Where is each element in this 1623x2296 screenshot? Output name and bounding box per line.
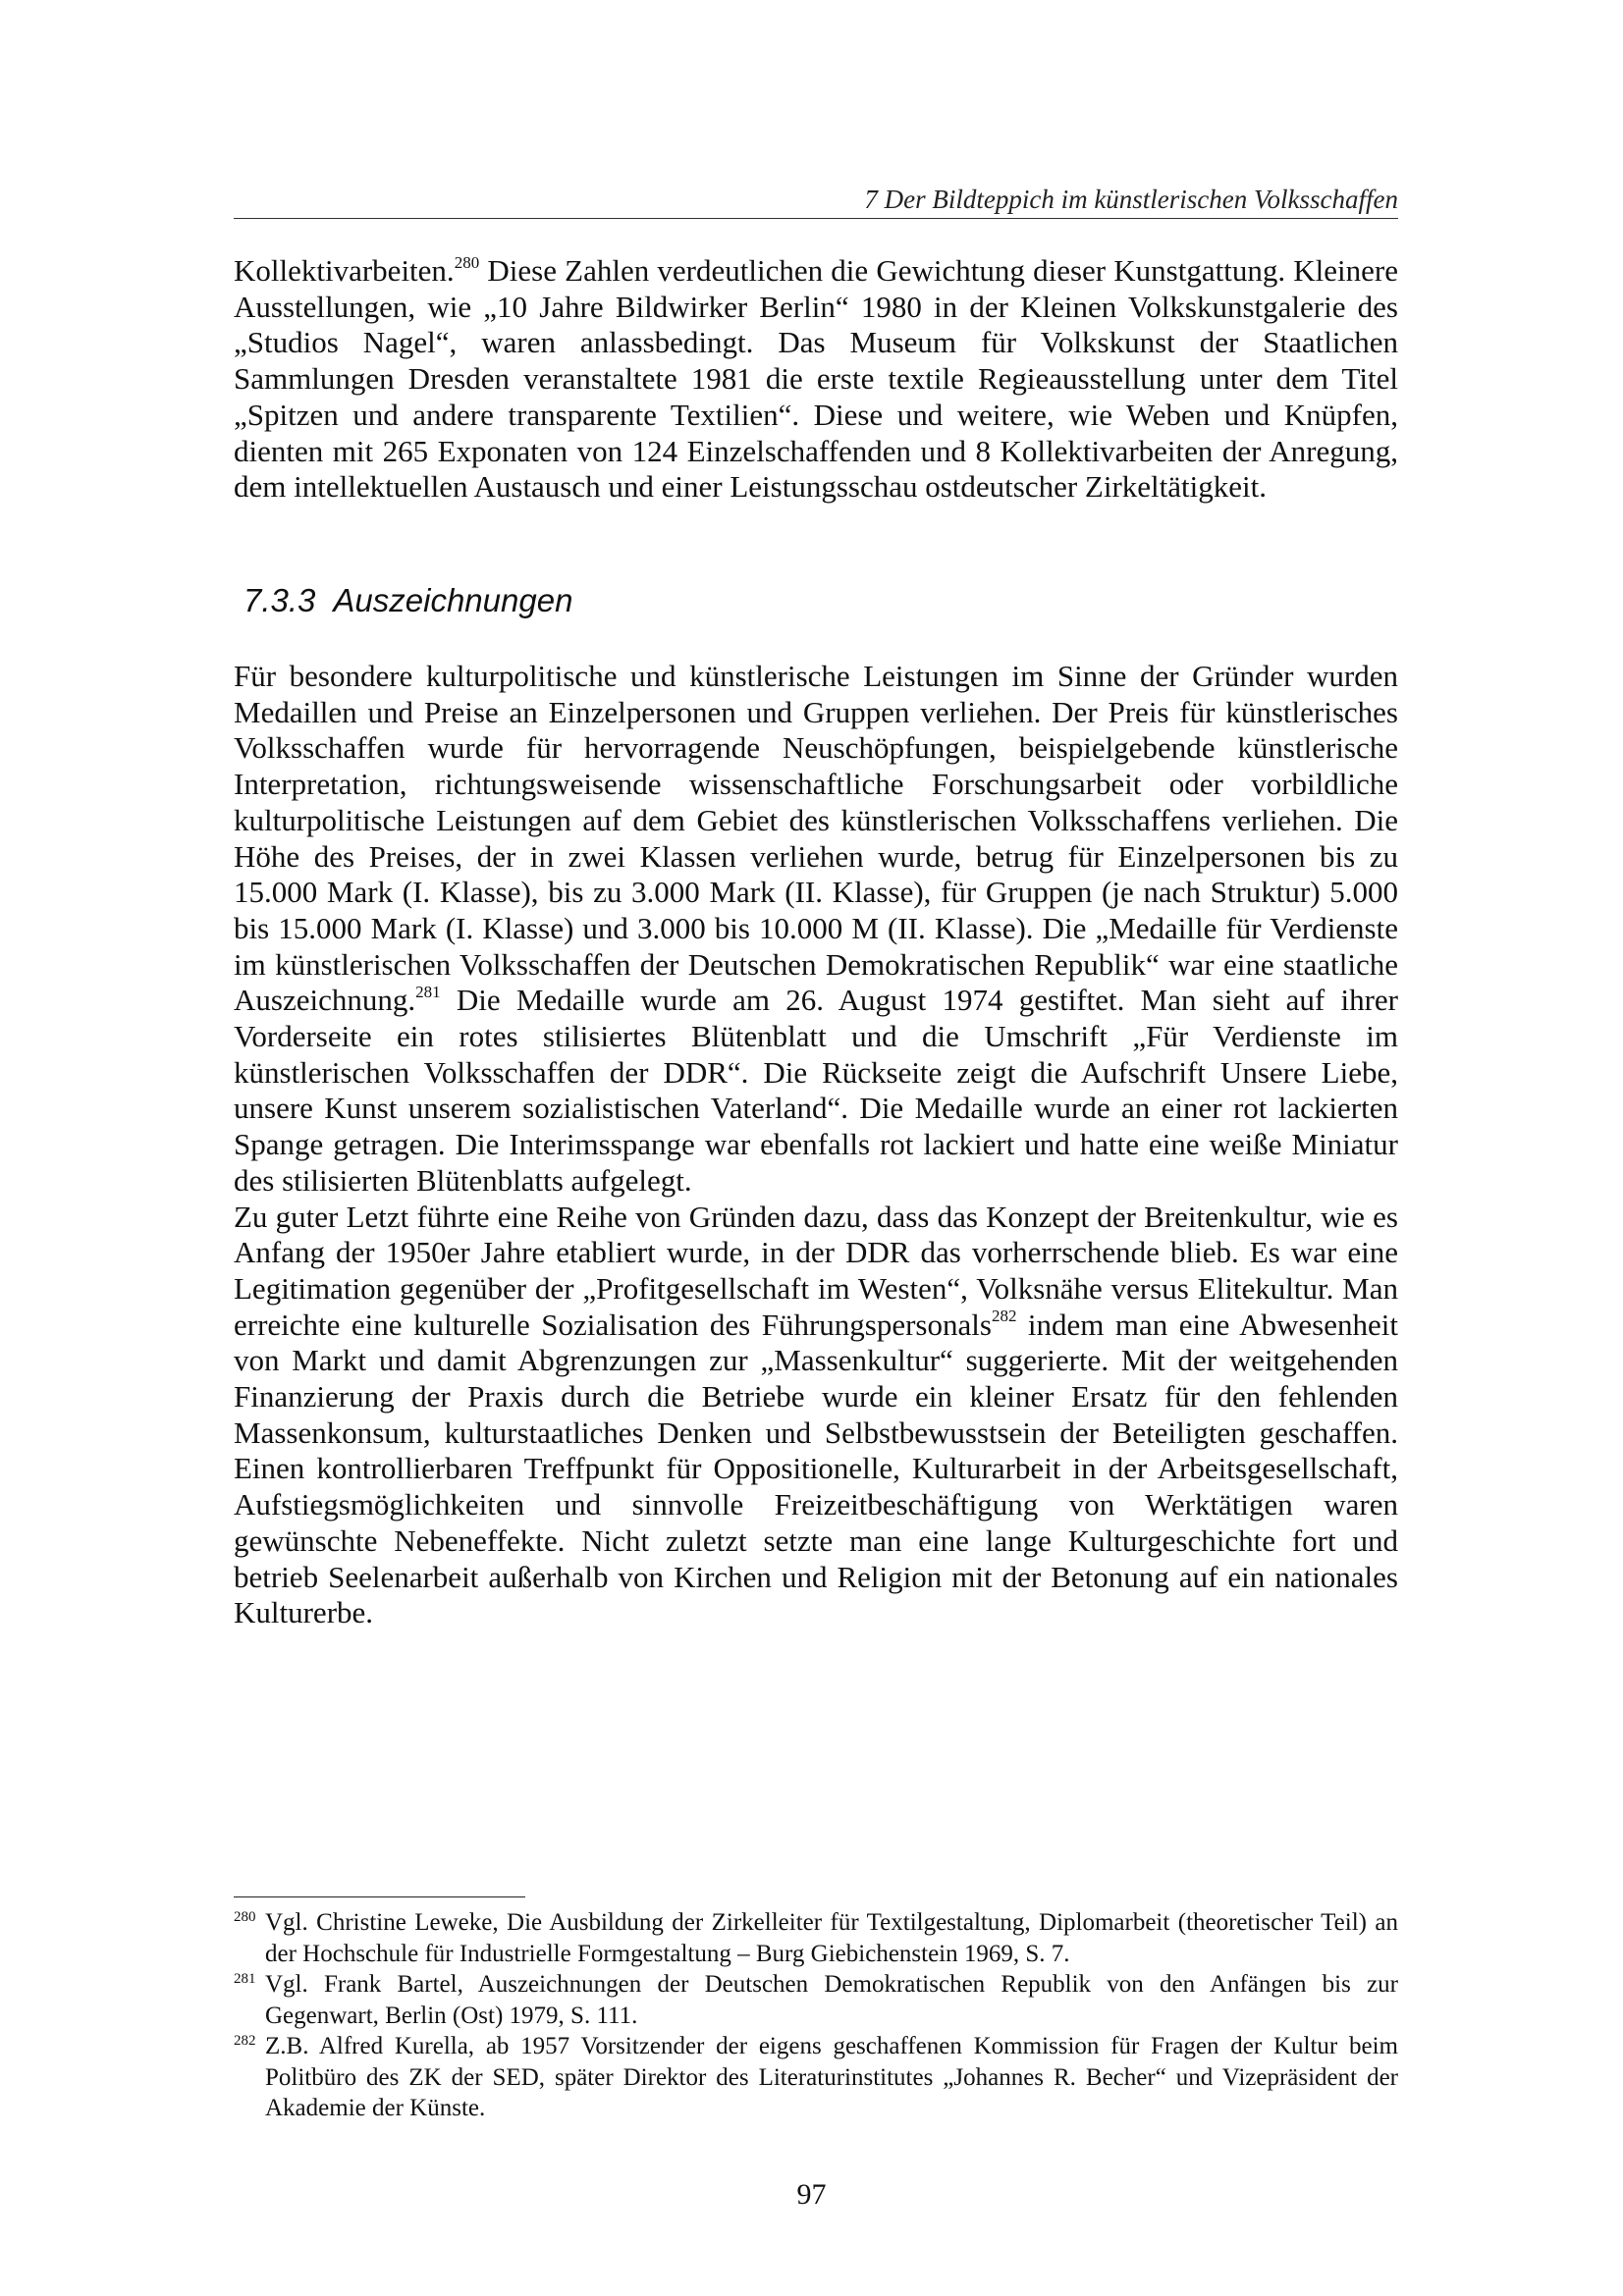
footnote-280 [234, 1907, 1398, 1969]
paragraph-text: Die Medaille wurde am 26. August 1974 gestiftet. Man sieht auf ihrer Vorderseite ein rotes stilisiertes Blütenblatt und die Umschrift „Für Verdienste im künstlerischen Volksschaffen der DDR“. Die Rückseite zeigt die Aufschrift Unsere Liebe, unsere Kunst unserem sozialistischen Vaterland“. Die Medaille wurde an einer rot lackierten Spange getragen. Die Interimsspange war ebenfalls rot lackiert und hatte eine weiße Miniatur des stilisierten Blütenblatts aufgelegt. [234, 983, 1398, 1198]
section-heading [243, 581, 572, 620]
footnote-281 [234, 1969, 1398, 2031]
footnote-ref-280[interactable]: 280 [454, 252, 480, 272]
footnotes [234, 1907, 1398, 2124]
paragraph-text: Zu guter Letzt führte eine Reihe von Gründen dazu, dass das Konzept der Breitenkultur, wie es Anfang der 1950er Jahre etabliert wurde, in der DDR das vorherrschende blieb. Es war eine Legitimation gegenüber der „Profitgesellschaft im Westen“, Volksnähe versus Elitekultur. Man erreichte eine kulturelle Sozialisation des Führungspersonals [234, 1199, 1398, 1342]
footnote-separator [234, 1896, 525, 1897]
footnote-282 [234, 2031, 1398, 2124]
footnote-number: 280 [234, 1909, 256, 1925]
paragraph-text: Diese Zahlen verdeutlichen die Gewichtung dieser Kunstgattung. Kleinere Ausstellungen, wie „10 Jahre Bildwirker Berlin“ 1980 in der Kleinen Volkskunstgalerie des „Studios Nagel“, waren anlassbedingt. Das Museum für Volkskunst der Staatlichen Sammlungen Dresden veranstaltete 1981 die erste textile Regieausstellung unter dem Titel „Spitzen und andere transparente Textilien“. Diese und weitere, wie Weben und Knüpfen, dienten mit 265 Exponaten von 124 Einzelschaffenden und 8 Kollektivarbeiten der Anregung, dem intellektuellen Austausch und einer Leistungsschau ostdeutscher Zirkeltätigkeit. [234, 253, 1398, 505]
running-header: 7 Der Bildteppich im künstlerischen Volksschaffen [864, 185, 1398, 214]
page-number: 97 [796, 2178, 827, 2211]
body-paragraph-2 [234, 659, 1398, 1200]
footnote-text: Vgl. Frank Bartel, Auszeichnungen der Deutschen Demokratischen Republik von den Anfängen bis zur Gegenwart, Berlin (Ost) 1979, S. 111. [265, 1971, 1398, 2029]
paragraph-text: Kollektivarbeiten. [234, 253, 455, 288]
footnote-number: 282 [234, 2033, 256, 2049]
footnote-text: Z.B. Alfred Kurella, ab 1957 Vorsitzender der eigens geschaffenen Kommission für Fragen der Kultur beim Politbüro des ZK der SED, später Direktor des Literaturinstitutes „Johannes R. Becher“ und Vizepräsident der Akademie der Künste. [265, 2033, 1398, 2121]
body-paragraph-3 [234, 1200, 1398, 1631]
body-text-block [234, 659, 1398, 1631]
footnote-text: Vgl. Christine Leweke, Die Ausbildung der Zirkelleiter für Textilgestaltung, Diplomarbeit (theoretischer Teil) an der Hochschule für Industrielle Formgestaltung – Burg Giebichenstein 1969, S. 7. [265, 1909, 1398, 1967]
paragraph-text: Für besondere kulturpolitische und künstlerische Leistungen im Sinne der Gründer wurden Medaillen und Preise an Einzelpersonen und Gruppen verliehen. Der Preis für künstlerisches Volksschaffen wurde für hervorragende Neuschöpfungen, beispielgebende künstlerische Interpretation, richtungsweisende wissenschaftliche Forschungsarbeit oder vorbildliche kulturpolitische Leistungen auf dem Gebiet des künstlerischen Volksschaffens verliehen. Die Höhe des Preises, der in zwei Klassen verliehen wurde, betrug für Einzelpersonen bis zu 15.000 Mark (I. Klasse), bis zu 3.000 Mark (II. Klasse), für Gruppen (je nach Struktur) 5.000 bis 15.000 Mark (I. Klasse) und 3.000 bis 10.000 M (II. Klasse). Die „Medaille für Verdienste im künstlerischen Volksschaffen der Deutschen Demokratischen Republik“ war eine staatliche Auszeichnung. [234, 659, 1398, 1018]
section-number: 7.3.3 [243, 582, 316, 618]
footnote-number: 281 [234, 1971, 256, 1987]
body-paragraph-1 [234, 253, 1398, 506]
paragraph-text: indem man eine Abwesenheit von Markt und damit Abgrenzungen zur „Massenkultur“ suggerierte. Mit der weitgehenden Finanzierung der Praxis durch die Betriebe wurde ein kleiner Ersatz für den fehlenden Massenkonsum, kulturstaatliches Denken und Selbstbewusstsein der Beteiligten geschaffen. Einen kontrollierbaren Treffpunkt für Oppositionelle, Kulturarbeit in der Arbeitsgesellschaft, Aufstiegsmöglichkeiten und sinnvolle Freizeitbeschäftigung von Werktätigen waren gewünschte Nebeneffekte. Nicht zuletzt setzte man eine lange Kulturgeschichte fort und betrieb Seelenarbeit außerhalb von Kirchen und Religion mit der Betonung auf ein nationales Kulturerbe. [234, 1307, 1398, 1630]
footnote-ref-281[interactable]: 281 [415, 983, 441, 1001]
footnote-ref-282[interactable]: 282 [991, 1307, 1017, 1326]
header-rule [234, 218, 1398, 219]
section-title: Auszeichnungen [333, 582, 573, 618]
